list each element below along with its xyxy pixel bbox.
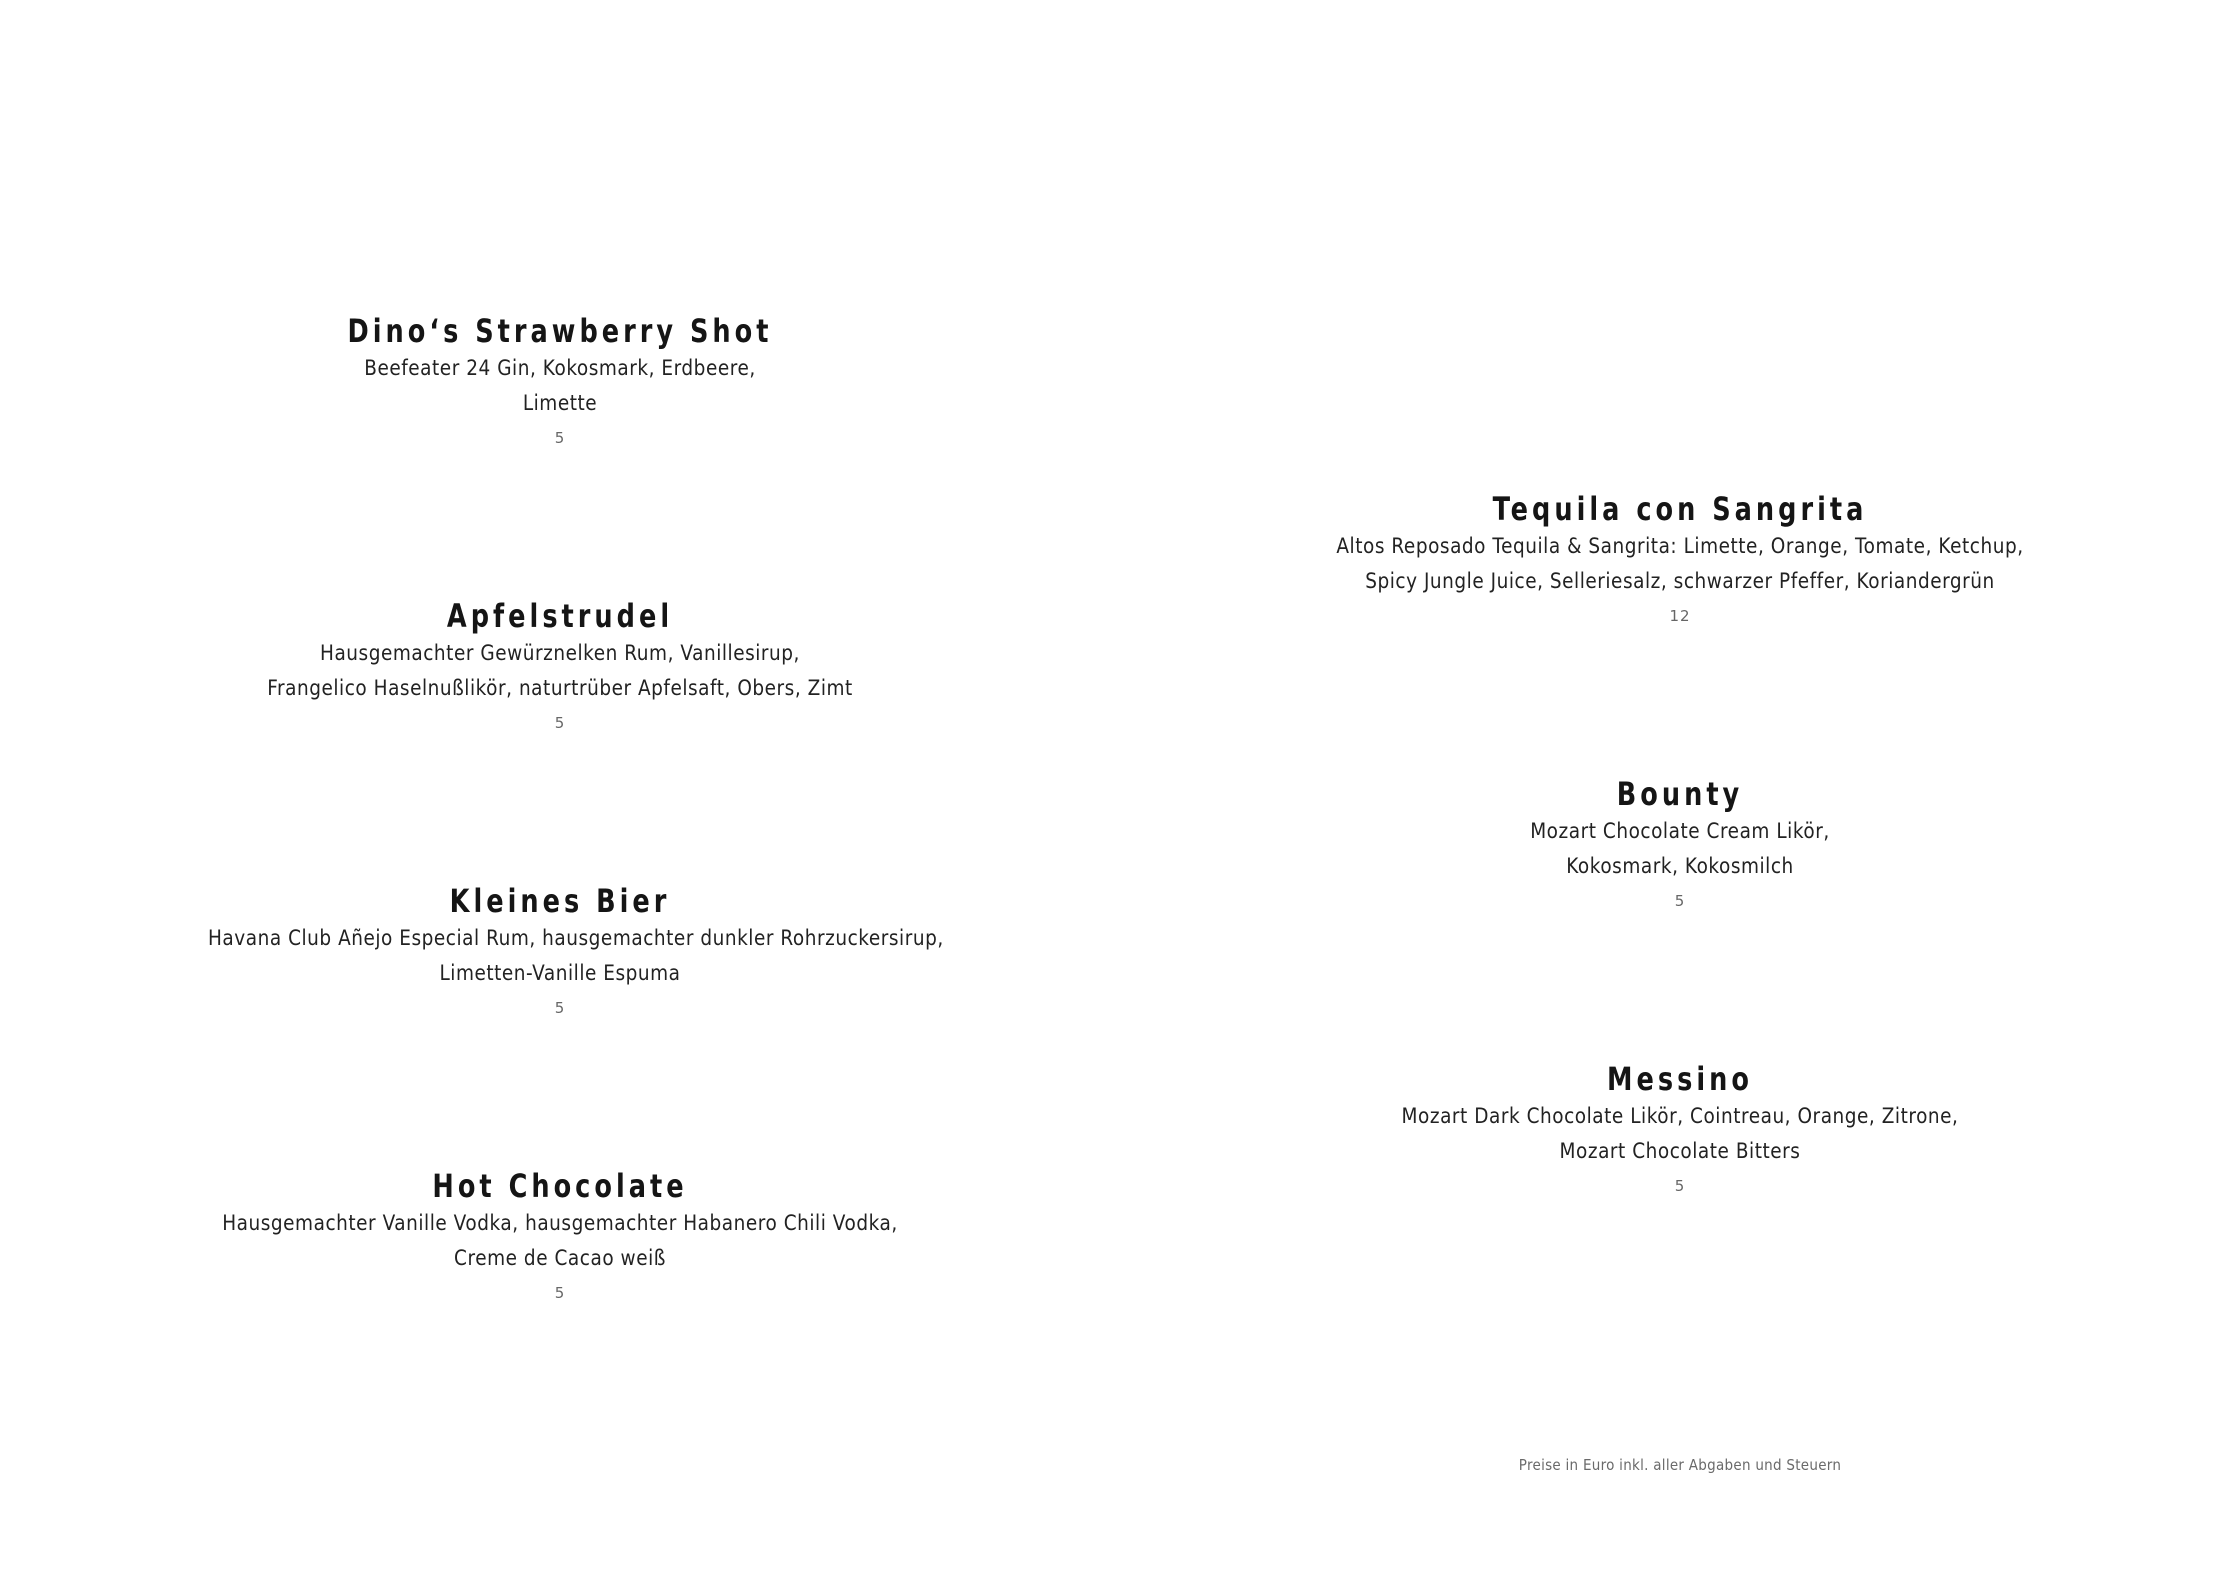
menu-item-description-line: Havana Club Añejo Especial Rum, hausgemachter dunkler Rohrzuckersirup, bbox=[208, 926, 944, 950]
menu-item-bounty bbox=[1280, 774, 2080, 916]
menu-item-price: 5 bbox=[554, 999, 566, 1017]
price-footnote: Preise in Euro inkl. aller Abgaben und Steuern bbox=[1518, 1456, 1842, 1474]
menu-item-description-line: Mozart Chocolate Bitters bbox=[1559, 1139, 1801, 1163]
menu-item-kleines-bier bbox=[160, 881, 960, 1023]
menu-item-price: 5 bbox=[1674, 1177, 1686, 1195]
menu-item-description-line: Limette bbox=[522, 391, 598, 415]
menu-item-hot-chocolate bbox=[160, 1166, 960, 1308]
menu-item-description-line: Creme de Cacao weiß bbox=[454, 1246, 666, 1270]
menu-item-description-line: Limetten-Vanille Espuma bbox=[439, 961, 681, 985]
menu-item-description-line: Altos Reposado Tequila & Sangrita: Limette, Orange, Tomate, Ketchup, bbox=[1336, 534, 2024, 558]
menu-item-description-line: Beefeater 24 Gin, Kokosmark, Erdbeere, bbox=[364, 356, 756, 380]
menu-item-name: Dino‘s Strawberry Shot bbox=[347, 312, 773, 350]
menu-item-dinos-strawberry-shot bbox=[160, 311, 960, 453]
menu-item-description-line: Spicy Jungle Juice, Selleriesalz, schwarzer Pfeffer, Koriandergrün bbox=[1365, 569, 1995, 593]
menu-item-apfelstrudel bbox=[160, 596, 960, 738]
menu-item-price: 5 bbox=[554, 429, 566, 447]
menu-item-name: Tequila con Sangrita bbox=[1492, 490, 1868, 528]
menu-item-description-line: Hausgemachter Vanille Vodka, hausgemachter Habanero Chili Vodka, bbox=[222, 1211, 898, 1235]
menu-item-description-line: Frangelico Haselnußlikör, naturtrüber Apfelsaft, Obers, Zimt bbox=[267, 676, 853, 700]
menu-item-messino bbox=[1280, 1059, 2080, 1201]
menu-item-description-line: Kokosmark, Kokosmilch bbox=[1566, 854, 1794, 878]
menu-item-price: 5 bbox=[1674, 892, 1686, 910]
menu-item-price: 5 bbox=[554, 714, 566, 732]
menu-item-description-line: Hausgemachter Gewürznelken Rum, Vanillesirup, bbox=[320, 641, 800, 665]
menu-item-description-line: Mozart Dark Chocolate Likör, Cointreau, Orange, Zitrone, bbox=[1401, 1104, 1959, 1128]
menu-item-name: Bounty bbox=[1616, 775, 1744, 813]
menu-item-tequila-con-sangrita bbox=[1280, 489, 2080, 631]
menu-item-name: Kleines Bier bbox=[449, 882, 671, 920]
menu-item-name: Messino bbox=[1607, 1060, 1753, 1098]
menu-item-description-line: Mozart Chocolate Cream Likör, bbox=[1530, 819, 1830, 843]
menu-item-name: Hot Chocolate bbox=[432, 1167, 688, 1205]
menu-item-name: Apfelstrudel bbox=[446, 597, 674, 635]
menu-item-price: 12 bbox=[1669, 607, 1691, 625]
menu-item-price: 5 bbox=[554, 1284, 566, 1302]
